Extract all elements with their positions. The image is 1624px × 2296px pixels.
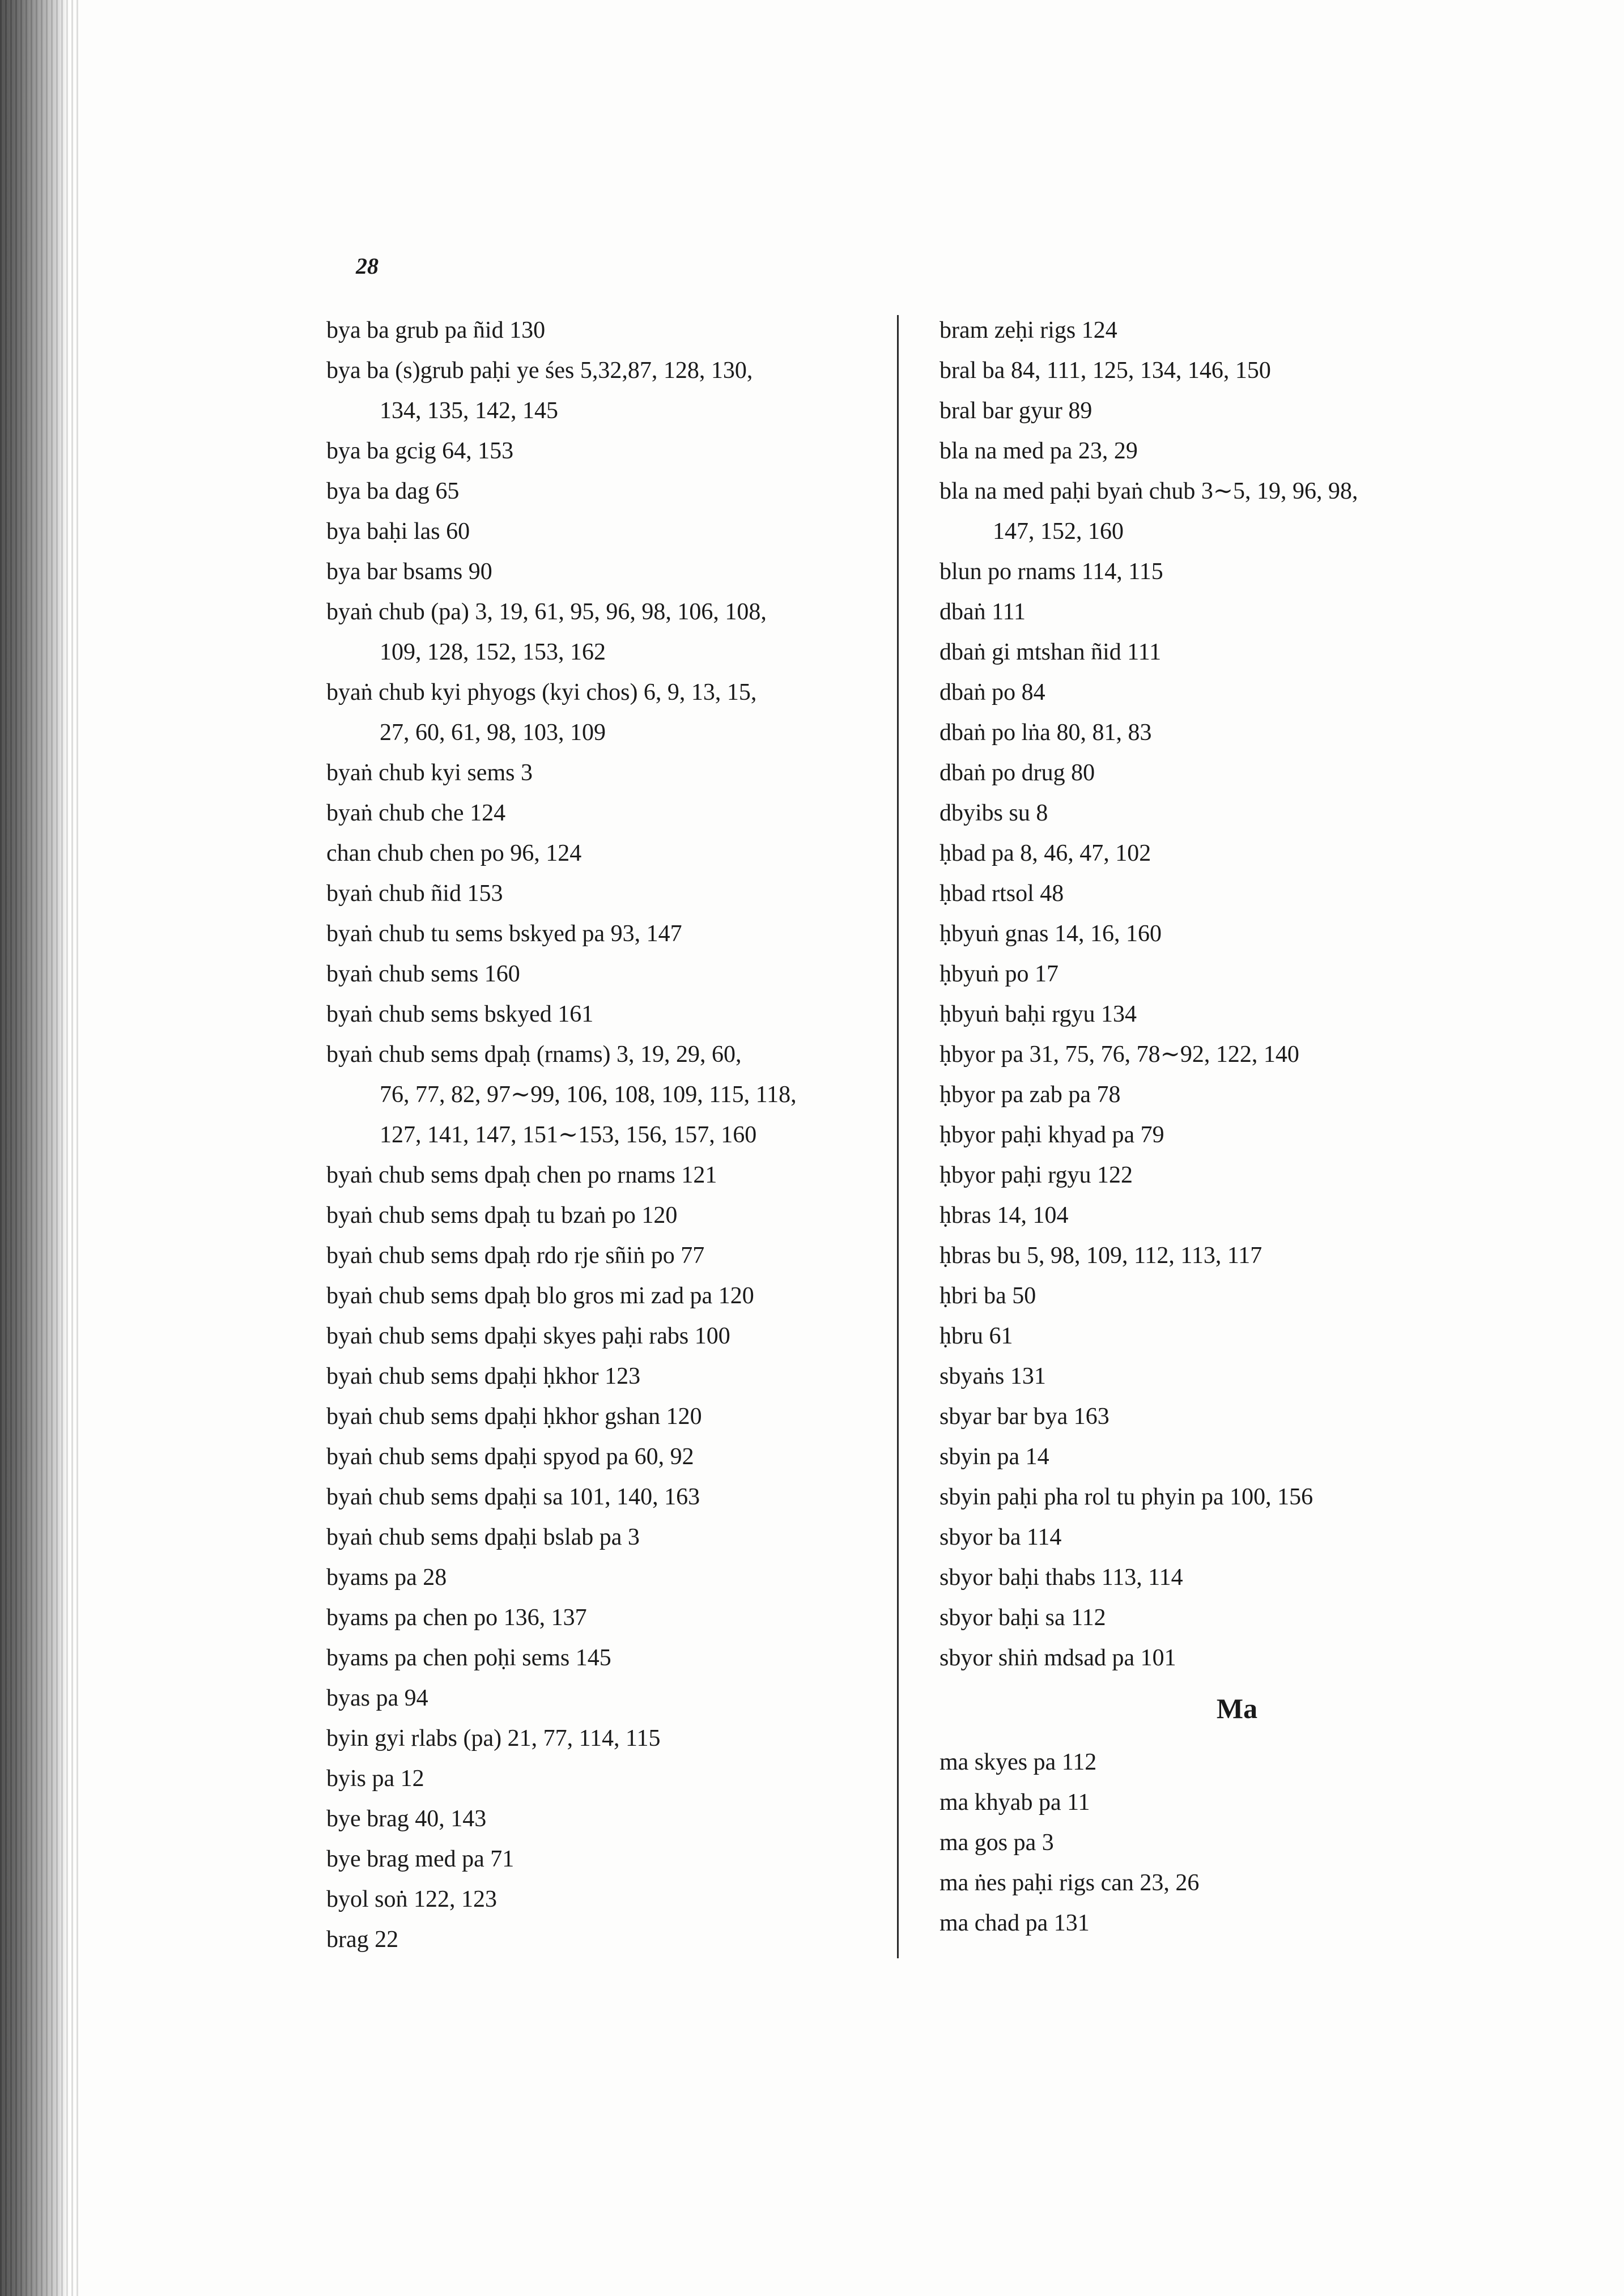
index-entry bbox=[326, 1558, 893, 1598]
index-entry-text: sbyor baḥi sa 112 bbox=[939, 1605, 1106, 1631]
index-entry bbox=[326, 1759, 893, 1799]
index-entry-text: sbyor ba 114 bbox=[939, 1524, 1062, 1550]
index-entry-text: ma chad pa 131 bbox=[939, 1910, 1090, 1936]
index-entry bbox=[326, 914, 893, 954]
index-entry bbox=[939, 632, 1534, 673]
index-entry-text: ḥbras bu 5, 98, 109, 112, 113, 117 bbox=[939, 1243, 1262, 1269]
index-entry-text: blun po rnams 114, 115 bbox=[939, 559, 1163, 585]
index-entry-continuation: 109, 128, 152, 153, 162 bbox=[380, 639, 606, 665]
index-entry bbox=[326, 1920, 893, 1960]
index-entry-text: byaṅ chub sems dpaḥi ḥkhor 123 bbox=[326, 1363, 641, 1389]
index-entry-text: ḥbyor paḥi rgyu 122 bbox=[939, 1162, 1133, 1188]
index-entry bbox=[326, 954, 893, 994]
index-entry-text: byaṅ chub kyi sems 3 bbox=[326, 760, 533, 786]
index-entry bbox=[939, 1196, 1534, 1236]
index-entry bbox=[939, 1517, 1534, 1558]
index-entry-text: byaṅ chub (pa) 3, 19, 61, 95, 96, 98, 106, 108, bbox=[326, 599, 767, 625]
index-entry bbox=[939, 713, 1534, 753]
index-entry bbox=[939, 1823, 1534, 1863]
index-entry bbox=[326, 874, 893, 914]
index-entry bbox=[939, 592, 1534, 632]
index-entry bbox=[326, 834, 893, 874]
index-entry-continuation: 147, 152, 160 bbox=[993, 518, 1124, 545]
index-entry bbox=[326, 431, 893, 471]
index-entry bbox=[939, 471, 1534, 552]
index-entry bbox=[326, 1880, 893, 1920]
index-entry bbox=[939, 1903, 1534, 1944]
index-entry bbox=[326, 1598, 893, 1638]
index-entry-continuation: 134, 135, 142, 145 bbox=[380, 398, 558, 424]
index-entry bbox=[939, 834, 1534, 874]
index-entry bbox=[326, 1437, 893, 1477]
index-entry bbox=[326, 1316, 893, 1357]
index-entry-continuation: 127, 141, 147, 151∼153, 156, 157, 160 bbox=[380, 1122, 757, 1148]
index-entry-text: dbaṅ po drug 80 bbox=[939, 760, 1095, 786]
index-entry-text: byas pa 94 bbox=[326, 1685, 428, 1711]
index-entry-text: byaṅ chub sems dpaḥ blo gros mi zad pa 120 bbox=[326, 1283, 754, 1309]
index-entry-text: byol soṅ 122, 123 bbox=[326, 1886, 498, 1912]
index-entry bbox=[939, 1035, 1534, 1075]
index-entry bbox=[326, 673, 893, 753]
index-entry-text: bye brag med pa 71 bbox=[326, 1846, 515, 1872]
index-entry bbox=[939, 1236, 1534, 1276]
index-entry bbox=[939, 954, 1534, 994]
index-entry bbox=[939, 793, 1534, 834]
index-entries-ma bbox=[939, 1742, 1534, 1944]
index-entry bbox=[939, 1357, 1534, 1397]
index-entry bbox=[326, 351, 893, 431]
index-entry bbox=[939, 1155, 1534, 1196]
scan-streaks bbox=[0, 0, 79, 2296]
index-entry-text: byaṅ chub sems 160 bbox=[326, 961, 520, 987]
index-entry-text: bral bar gyur 89 bbox=[939, 398, 1092, 424]
column-divider bbox=[897, 315, 899, 1958]
index-entry bbox=[326, 753, 893, 793]
index-entry-text: byaṅ chub sems dpaḥ tu bzaṅ po 120 bbox=[326, 1202, 678, 1228]
index-entry bbox=[939, 1477, 1534, 1517]
index-entry bbox=[326, 1357, 893, 1397]
index-entry-text: byin gyi rlabs (pa) 21, 77, 114, 115 bbox=[326, 1725, 661, 1751]
index-entry bbox=[326, 994, 893, 1035]
index-column-left bbox=[326, 311, 893, 1960]
index-entry bbox=[326, 1196, 893, 1236]
index-entry bbox=[939, 1598, 1534, 1638]
index-entry bbox=[939, 431, 1534, 471]
index-entry-text: byaṅ chub sems dpaḥ chen po rnams 121 bbox=[326, 1162, 717, 1188]
index-entry bbox=[326, 1236, 893, 1276]
index-entry-text: brag 22 bbox=[326, 1927, 399, 1953]
index-entries-b bbox=[939, 311, 1534, 1678]
index-entry-text: byaṅ chub kyi phyogs (kyi chos) 6, 9, 13, 15, bbox=[326, 679, 757, 705]
index-entry-text: byis pa 12 bbox=[326, 1766, 424, 1792]
index-entry-text: bya ba (s)grub paḥi ye śes 5,32,87, 128, 130, bbox=[326, 358, 753, 384]
index-entry bbox=[326, 1839, 893, 1880]
index-entry bbox=[326, 512, 893, 552]
index-entry-text: dbaṅ 111 bbox=[939, 599, 1026, 625]
section-heading-ma: Ma bbox=[1216, 1693, 1258, 1724]
index-entry-text: byams pa 28 bbox=[326, 1564, 447, 1591]
index-entry-text: ḥbyor pa zab pa 78 bbox=[939, 1082, 1121, 1108]
index-entry bbox=[326, 592, 893, 673]
index-entry-text: chan chub chen po 96, 124 bbox=[326, 840, 582, 866]
index-entry bbox=[326, 552, 893, 592]
index-entry-text: bram zeḥi rigs 124 bbox=[939, 317, 1117, 343]
index-entry bbox=[939, 311, 1534, 351]
index-entry-text: ḥbad rtsol 48 bbox=[939, 881, 1064, 907]
index-entry-text: ḥbyuṅ baḥi rgyu 134 bbox=[939, 1001, 1137, 1027]
index-entry-text: byams pa chen po 136, 137 bbox=[326, 1605, 587, 1631]
index-entry bbox=[326, 1477, 893, 1517]
index-entry bbox=[326, 1035, 893, 1155]
index-entry bbox=[939, 1075, 1534, 1115]
index-entry bbox=[326, 1719, 893, 1759]
index-entry-text: sbyin pa 14 bbox=[939, 1444, 1049, 1470]
index-entry-text: sbyaṅs 131 bbox=[939, 1363, 1046, 1389]
index-entry bbox=[939, 914, 1534, 954]
index-entry-text: ma khyab pa 11 bbox=[939, 1789, 1090, 1815]
index-entry bbox=[939, 673, 1534, 713]
index-entry-text: ḥbyor pa 31, 75, 76, 78∼92, 122, 140 bbox=[939, 1041, 1299, 1068]
index-entry-text: ḥbyor paḥi khyad pa 79 bbox=[939, 1122, 1164, 1148]
index-entry-text: byaṅ chub che 124 bbox=[326, 800, 506, 826]
index-entry-text: dbyibs su 8 bbox=[939, 800, 1048, 826]
index-entry bbox=[939, 1558, 1534, 1598]
index-entry-text: byaṅ chub sems dpaḥ rdo rje sñiṅ po 77 bbox=[326, 1243, 705, 1269]
index-entry-text: bla na med paḥi byaṅ chub 3∼5, 19, 96, 98, bbox=[939, 478, 1358, 504]
index-entry bbox=[326, 793, 893, 834]
index-entry bbox=[326, 311, 893, 351]
index-entry-text: byaṅ chub sems dpaḥi skyes paḥi rabs 100 bbox=[326, 1323, 730, 1349]
index-entry bbox=[939, 994, 1534, 1035]
index-entry-text: byaṅ chub sems dpaḥi ḥkhor gshan 120 bbox=[326, 1404, 702, 1430]
index-entry-continuation: 76, 77, 82, 97∼99, 106, 108, 109, 115, 118, bbox=[380, 1082, 797, 1108]
index-entry-text: ma ṅes paḥi rigs can 23, 26 bbox=[939, 1870, 1200, 1896]
index-entry bbox=[326, 1155, 893, 1196]
index-entry-text: bya ba dag 65 bbox=[326, 478, 460, 504]
index-entry-text: ḥbras 14, 104 bbox=[939, 1202, 1069, 1228]
index-entry bbox=[939, 1437, 1534, 1477]
index-entry bbox=[939, 552, 1534, 592]
index-entry-text: byaṅ chub tu sems bskyed pa 93, 147 bbox=[326, 921, 682, 947]
index-entry bbox=[326, 471, 893, 512]
page-number: 28 bbox=[356, 253, 379, 279]
index-entry bbox=[939, 391, 1534, 431]
index-entry-text: dbaṅ po lṅa 80, 81, 83 bbox=[939, 720, 1152, 746]
index-entry-text: bya bar bsams 90 bbox=[326, 559, 492, 585]
index-entry-text: ḥbad pa 8, 46, 47, 102 bbox=[939, 840, 1151, 866]
index-entry-text: sbyar bar bya 163 bbox=[939, 1404, 1109, 1430]
index-entry-text: ḥbyuṅ po 17 bbox=[939, 961, 1058, 987]
index-entry bbox=[939, 1863, 1534, 1903]
index-entry-text: sbyor shiṅ mdsad pa 101 bbox=[939, 1645, 1176, 1671]
index-entry-text: ḥbru 61 bbox=[939, 1323, 1013, 1349]
index-entry-text: bya baḥi las 60 bbox=[326, 518, 470, 545]
index-entry bbox=[939, 1742, 1534, 1783]
index-entry-text: bral ba 84, 111, 125, 134, 146, 150 bbox=[939, 358, 1271, 384]
index-entry bbox=[939, 1115, 1534, 1155]
index-entry bbox=[939, 351, 1534, 391]
index-entry-text: dbaṅ gi mtshan ñid 111 bbox=[939, 639, 1162, 665]
index-entry-text: bya ba grub pa ñid 130 bbox=[326, 317, 546, 343]
index-entry bbox=[326, 1678, 893, 1719]
index-entry-text: dbaṅ po 84 bbox=[939, 679, 1045, 705]
index-entry bbox=[326, 1517, 893, 1558]
index-entry bbox=[939, 1783, 1534, 1823]
index-entry-text: byaṅ chub sems dpaḥ (rnams) 3, 19, 29, 60, bbox=[326, 1041, 742, 1068]
index-entry-text: bye brag 40, 143 bbox=[326, 1806, 487, 1832]
index-entry bbox=[326, 1799, 893, 1839]
index-entry-text: bya ba gcig 64, 153 bbox=[326, 438, 514, 464]
index-entry-continuation: 27, 60, 61, 98, 103, 109 bbox=[380, 720, 606, 746]
index-entry-text: byaṅ chub sems bskyed 161 bbox=[326, 1001, 594, 1027]
index-column-right bbox=[939, 311, 1534, 1944]
index-entry bbox=[939, 1397, 1534, 1437]
index-entry bbox=[326, 1397, 893, 1437]
index-entry-text: byaṅ chub sems dpaḥi sa 101, 140, 163 bbox=[326, 1484, 700, 1510]
index-entry-text: byaṅ chub sems dpaḥi bslab pa 3 bbox=[326, 1524, 640, 1550]
index-entry-text: byams pa chen poḥi sems 145 bbox=[326, 1645, 611, 1671]
index-entry-text: sbyor baḥi thabs 113, 114 bbox=[939, 1564, 1183, 1591]
index-entry bbox=[939, 874, 1534, 914]
index-entry bbox=[939, 1316, 1534, 1357]
index-entry bbox=[326, 1276, 893, 1316]
index-entry bbox=[939, 753, 1534, 793]
index-entry bbox=[326, 1638, 893, 1678]
index-entry bbox=[939, 1638, 1534, 1678]
index-entry-text: bla na med pa 23, 29 bbox=[939, 438, 1138, 464]
index-entry bbox=[939, 1276, 1534, 1316]
index-entry-text: ḥbyuṅ gnas 14, 16, 160 bbox=[939, 921, 1162, 947]
index-entry-text: byaṅ chub ñid 153 bbox=[326, 881, 503, 907]
index-entry-text: byaṅ chub sems dpaḥi spyod pa 60, 92 bbox=[326, 1444, 694, 1470]
index-entry-text: ḥbri ba 50 bbox=[939, 1283, 1036, 1309]
index-entry-text: ma skyes pa 112 bbox=[939, 1749, 1097, 1775]
index-entry-text: ma gos pa 3 bbox=[939, 1830, 1054, 1856]
index-entry-text: sbyin paḥi pha rol tu phyin pa 100, 156 bbox=[939, 1484, 1313, 1510]
